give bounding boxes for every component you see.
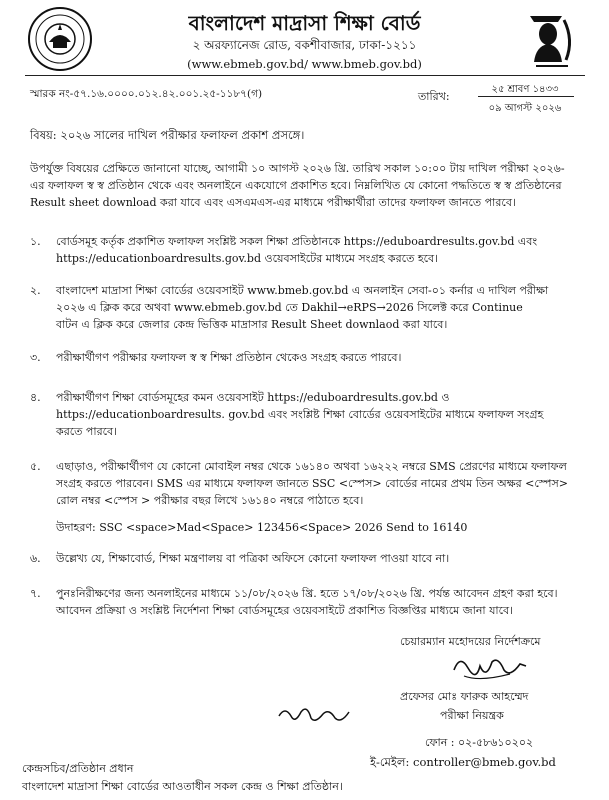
- item-line: উল্লেখ্য যে, শিক্ষাবোর্ড, শিক্ষা মন্ত্রণালয় বা পত্রিকা অফিসে কোনো ফলাফল পাওয়া যাবে না।: [56, 552, 450, 565]
- item-line: বাংলাদেশ মাদ্রাসা শিক্ষা বোর্ডের ওয়েবসাইট www.bmeb.gov.bd এ অনলাইন সেবা-০১ কর্নার এ দাখিল পরীক্ষা: [56, 284, 549, 297]
- item-line: পুনঃনিরীক্ষণের জন্য অনলাইনের মাধ্যমে ১১/০৮/২০২৬ খ্রি. হতে ১৭/০৮/২০২৬ খ্রি. পর্যন্ত আবেদন গ্রহণ করা হবে।: [56, 587, 558, 600]
- recipient-scope: বাংলাদেশ মাদ্রাসা শিক্ষা বোর্ডের আওতাধীন সকল কেন্দ্র ও শিক্ষা প্রতিষ্ঠান।: [22, 780, 343, 793]
- date-english: ০৯ আগস্ট ২০২৬: [488, 103, 562, 114]
- item-number: ৭.: [30, 587, 41, 600]
- header-divider: [25, 75, 585, 76]
- item-number: ৫.: [30, 460, 41, 473]
- item-line: পরীক্ষার্থীগণ শিক্ষা বোর্ডসমূহের কমন ওয়েবসাইট https://eduboardresults.gov.bd ও: [56, 391, 450, 404]
- intro-line: উপর্যুক্ত বিষয়ের প্রেক্ষিতে জানানো যাচ্ছে, আগামী ১০ আগস্ট ২০২৬ খ্রি. তারিখ সকাল ১০:০০ টায় দাখিল পরীক্ষা ২০২৬-: [30, 162, 565, 175]
- organization-name: বাংলাদেশ মাদ্রাসা শিক্ষা বোর্ড: [188, 11, 421, 35]
- intro-paragraph: [30, 160, 590, 211]
- item-line: করতে পারবে।: [56, 425, 118, 438]
- item-line: https://educationboardresults.gov.bd ওয়েবসাইটের মাধ্যমে সংগ্রহ করতে হবে।: [56, 252, 439, 265]
- memo-reference: স্মারক নং-৫৭.১৬.০০০০.০১২.৪২.০০১.২৫-১১৮৭(গ): [30, 88, 263, 100]
- recipient-to: কেন্দ্রসচিব/প্রতিষ্ঠান প্রধান: [22, 762, 134, 775]
- item-line: বোর্ডসমূহ কর্তৃক প্রকাশিত ফলাফল সংশ্লিষ্ট সকল শিক্ষা প্রতিষ্ঠানকে https://eduboardresults.gov.bd এবং: [56, 235, 538, 248]
- organization-websites: (www.ebmeb.gov.bd/ www.bmeb.gov.bd): [187, 57, 422, 71]
- direction-text: চেয়ারম্যান মহোদয়ের নির্দেশক্রমে: [400, 635, 541, 648]
- item-line: ২০২৬ এ ক্লিক করে অথবা www.ebmeb.gov.bd তে Dakhil→eRPS→2026 সিলেক্ট করে Continue: [56, 301, 523, 314]
- subject-line: বিষয়: ২০২৬ সালের দাখিল পরীক্ষার ফলাফল প্রকাশ প্রসঙ্গে।: [30, 128, 305, 142]
- item-number: ২.: [30, 284, 41, 297]
- item-line: রোল নম্বর <স্পেস > পরীক্ষার বছর লিখে ১৬১৪০ নম্বরে পাঠাতে হবে।: [56, 494, 364, 507]
- item-number: ৩.: [30, 351, 41, 364]
- date-divider: [478, 96, 574, 97]
- item-line: সংগ্রহ করতে পারবেন। SMS এর মাধ্যমে ফলাফল জানতে SSC <স্পেস> বোর্ডের নামের প্রথম তিন অক্ষর <স্পেস>: [56, 477, 568, 490]
- item-line: পরীক্ষার্থীগণ পরীক্ষার ফলাফল স্ব স্ব শিক্ষা প্রতিষ্ঠান থেকেও সংগ্রহ করতে পারবে।: [56, 351, 402, 364]
- organization-address: ২ অরফ্যানেজ রোড, বকশীবাজার, ঢাকা-১২১১: [192, 38, 417, 52]
- item-line: আবেদন প্রক্রিয়া ও সংশ্লিষ্ট নির্দেশনা শিক্ষা বোর্ডসমূহের ওয়েবসাইটে প্রকাশিত বিজ্ঞপ্তির মাধ্যমে জানা যাবে।: [56, 604, 514, 617]
- item-line: https://educationboardresults. gov.bd এবং সংশ্লিষ্ট শিক্ষা বোর্ডের ওয়েবসাইটের মাধ্যমে ফলাফল সংগ্রহ: [56, 408, 544, 421]
- signatory-email: ই-মেইল: controller@bmeb.gov.bd: [370, 755, 556, 769]
- controller-signature: [450, 650, 530, 686]
- initial-signature: [275, 700, 355, 730]
- item-number: ৬.: [30, 552, 41, 565]
- signatory-title: পরীক্ষা নিয়ন্ত্রক: [440, 709, 504, 722]
- intro-line: Result sheet download করা যাবে এবং এসএমএস-এর মাধ্যমে পরীক্ষার্থীরা তাদের ফলাফল জানতে পারবে।: [30, 196, 516, 209]
- date-bangla: ২৫ শ্রাবণ ১৪৩৩: [491, 84, 559, 95]
- date-label: তারিখ:: [418, 90, 450, 103]
- example-line: উদাহরণ: SSC <space>Mad<Space> 123456<Space> 2026 Send to 16140: [56, 521, 468, 534]
- item-line: এছাড়াও, পরীক্ষার্থীগণ যে কোনো মোবাইল নম্বর থেকে ১৬১৪০ অথবা ১৬২২২ নম্বরে SMS প্রেরণের মাধ্যমে ফলাফল: [56, 460, 567, 473]
- item-line: বাটন এ ক্লিক করে জেলার কেন্দ্র ভিত্তিক মাদ্রাসার Result Sheet downlaod করা যাবে।: [56, 318, 448, 331]
- signatory-phone: ফোন : ০২-৫৮৬১০২০২: [425, 736, 534, 749]
- signatory-name: প্রফেসর মোঃ ফারুক আহম্মেদ: [400, 690, 529, 703]
- item-number: ৪.: [30, 391, 41, 404]
- intro-line: এর ফলাফল স্ব স্ব প্রতিষ্ঠান থেকে এবং অনলাইনে একযোগে প্রকাশিত হবে। নিম্নলিখিত যে কোনো পদ্ধতিতে স্ব স্ব প্রতিষ্ঠানের: [30, 179, 562, 192]
- item-number: ১.: [30, 235, 41, 248]
